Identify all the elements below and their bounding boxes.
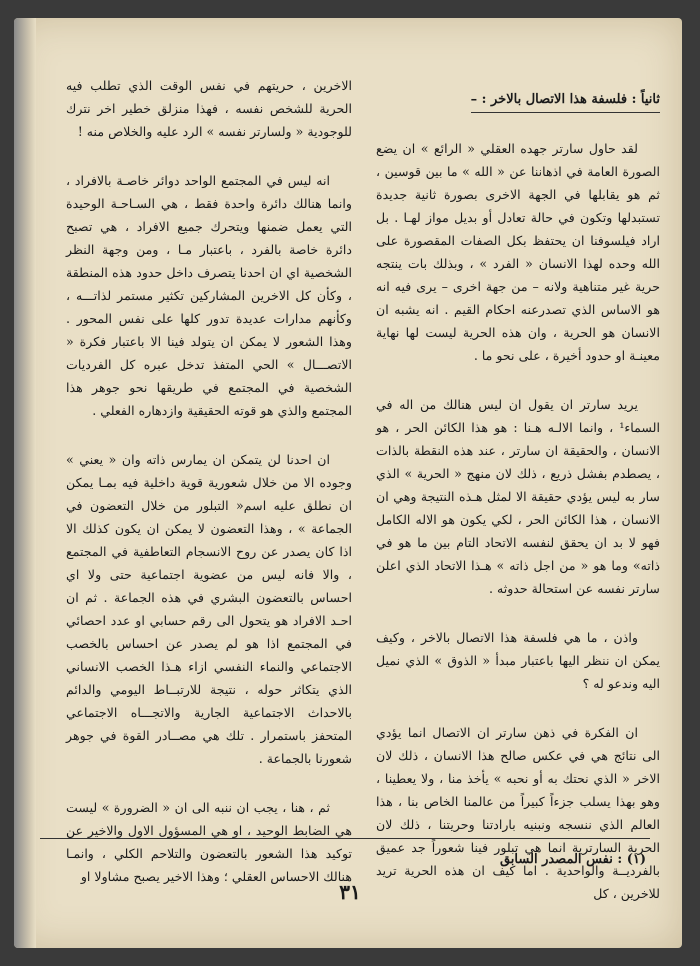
right-paragraph-4: ان الفكرة في ذهن سارتر ان الاتصال انما يؤدي الى نتائج هي في عكس صالح هذا الانسان ، ذلك لان الاخر « الذي نحتك به أو نحبه » يأخذ منا ، ولا يعطينا ، وهو بهذا يسلب جزءاً كبيراً من عالمنا الخاص بنا ، هذا العالم الذي ننسجه ونبنيه بارادتنا وحريتنا ، ذلك لان الحرية السارترية انما هي تبلور فينا شعوراً جد عميق بالفرديــة والواحدية . اما كيف ان هذه الحرية تريد للاخرين ، كل (376, 725, 660, 901)
right-paragraph-3: واذن ، ما هي فلسفة هذا الاتصال بالاخر ، وكيف يمكن ان ننظر اليها باعتبار مبدأ « الذوق » الذي نميل اليه وندعو له ؟ (376, 630, 660, 691)
footnote: (١) : نفس المصدر السابق (499, 852, 646, 867)
left-column (66, 74, 352, 914)
left-paragraph-1: الاخرين ، حريتهم في نفس الوقت الذي تطلب فيه الحرية للشخص نفسه ، فهذا منزلق خطير اخر نترك للوجودية « ولسارتر نفسه » الرد عليه والخلاص منه ! (66, 78, 352, 139)
right-paragraph-2: يريد سارتر ان يقول ان ليس هنالك من اله في السماء¹ ، وانما الالـه هـنا : هو هذا الكائن الحر ، هو الانسان ، والحقيقة ان سارتر ، عند هذه النقطة بالذات ، يصطدم بفشل ذريع ، ذلك لان منهج « الحرية » الذي سار به ليس يؤدي حقيقة الا لمثل هـذه النتيجة وهي ان الانسان ، هذا الكائن الحر ، لكي يكون هو الاله الكامل فهو لا بد ان يحقق لنفسه الاتحاد التام بين ما هو في ذاته» وما هو « من اجل ذاته » هـذا الاتحاد الذي اعلن سارتر نفسه عن استحالة حدوثه . (376, 397, 660, 596)
page-number: ٣١ (339, 880, 361, 904)
left-paragraph-4: ثم ، هنا ، يجب ان ننبه الى ان « الضرورة » ليست هي الضابط الوحيد ، او هي المسؤول الاول والاخير عن توكيد هذا الشعور بالتعضون والتلاحم الكلي ، وانمـا هنالك الاحساس العقلي ؛ وهذا الاخير يصبح مشاولا او (66, 800, 352, 884)
right-column (376, 74, 660, 931)
book-page (14, 18, 682, 948)
footnote-divider (40, 838, 650, 839)
left-paragraph-3: ان احدنا لن يتمكن ان يمارس ذاته وان « يعني » وجوده الا من خلال شعورية قوية داخلية فيه بمـا يمكن ان نطلق عليه اسم« التبلور من خلال التعضون في الجماعة » ، وهذا التعضون لا يمكن ان يكون كذلك الا اذا كان يصدر عن روح الانسجام التعاطفية في المجتمع ، والا فانه ليس من عضوية اجتماعية حتى ولا اي احساس بالتعضون البشري في هذه الجماعة . ثم ان احـد الافراد هو يتحول الى رقم حسابي او عدد احصائي في المجتمع اذا هو لم يصدر عن احساس بالخصب الاجتماعي والنماء النفسي ازاء هـذا الخصب الانساني الذي يتكاثر حوله ، نتيجة للارتبــاط اليومي والدائم بالاحداث الاجتماعية الجارية والاتجـــاه الاجتماعي المتحفز باستمرار . تلك هي مصــادر القوة في جوهر شعورنا بالجماعة . (66, 452, 352, 766)
left-paragraph-2: انه ليس في المجتمع الواحد دوائر خاصـة بالافراد ، وانما هنالك دائرة واحدة فقط ، هي السـاحـة الوحيدة التي يعمل ضمنها ويتحرك جميع الافراد ، هي تصبح دائرة خاصة بالفرد ، باعتبار مـا ، ومن وجهة النظر الشخصية اي ان احدنا يتصرف داخل حدود هذه المنطقة ، وكأن كل الاخرين المشاركين تكثير مستمر لذاتـــه ، وكأنهم مدارات عديدة تدور كلها على نفس المحور . وهذا الشعور لا يمكن ان يتولد فينا الا باعتبار فكرة « الاتصـــال » الحي المتفذ تدخل عبره كل الفرديات الشخصية في المجتمع في طريقها نحو جوهر هذا المجتمع والذي هو قوته الحقيقية وازدهاره الفعلي . (66, 173, 352, 418)
section-heading: ثانياً : فلسفة هذا الاتصال بالاخر : – (471, 88, 660, 113)
book-binding-edge (14, 18, 36, 948)
right-paragraph-1: لقد حاول سارتر جهده العقلي « الرائع » ان يضع الصورة العامة في اذهاننا عن « الله » ما بين قوسين ، ثم هو يقابلها في الجهة الاخرى بصورة ثانية جديدة تستبدلها وتكون في حالة تعادل أو بديل مواز لهـا . بل اراد فيلسوفنا ان يحتفظ بكل الصفات المقصورة على الله وحده لهذا الانسان « الفرد » ، وبذلك بات ينتجه حرية غير متناهية ولانه – من جهة اخرى – يرى فيه انه هو الاساس الذي تصدرعنه احكام القيم . انه يشبه ان الانسان هو الحرية ، وان هذه الحرية ليست لها نهاية معينـة او حدود أخيرة ، على نحو ما . (376, 141, 660, 363)
